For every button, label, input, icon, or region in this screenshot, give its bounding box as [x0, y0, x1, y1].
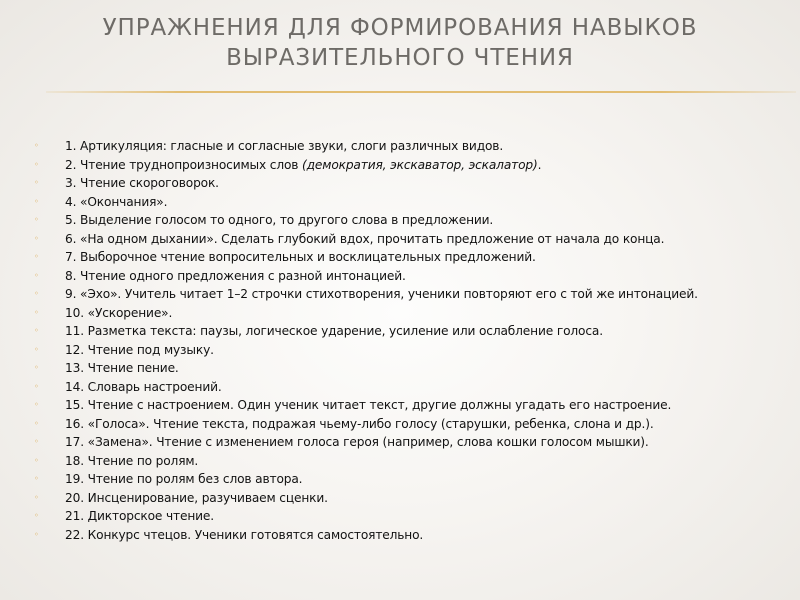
list-item: [34, 433, 790, 452]
bullet-icon: ◦: [34, 492, 39, 502]
bullet-icon: ◦: [34, 326, 39, 335]
list-item-italic-text: (демократия, экскаватор, эскалатор): [302, 157, 538, 172]
bullet-icon: ◦: [34, 400, 39, 409]
slide-title: [60, 13, 740, 73]
list-item-text: 4. «Окончания».: [65, 194, 168, 209]
list-item-text: 21. Дикторское чтение.: [65, 509, 215, 523]
list-item: [34, 211, 790, 230]
list-item-text: 16. «Голоса». Чтение текста, подражая чьему-либо голосу (старушки, ребенка, слона и др.).: [65, 416, 654, 431]
list-item-text: 3. Чтение скороговорок.: [65, 176, 219, 190]
list-item: [34, 174, 790, 193]
list-item: [34, 137, 790, 156]
bullet-icon: ◦: [34, 437, 39, 446]
list-item: [34, 507, 790, 526]
list-item-text: 17. «Замена». Чтение с изменением голоса героя (например, слова кошки голосом мышки).: [65, 435, 649, 449]
list-item-text: 20. Инсценирование, разучиваем сценки.: [65, 490, 328, 505]
list-item-text: 14. Словарь настроений.: [65, 379, 222, 394]
list-item: [34, 396, 790, 415]
list-item: [34, 267, 790, 286]
list-item-text: 18. Чтение по ролям.: [65, 453, 199, 468]
list-item: [34, 285, 790, 304]
list-item: [34, 526, 790, 545]
bullet-icon: ◦: [34, 233, 39, 243]
list-item: [34, 341, 790, 360]
list-item-text: 6. «На одном дыхании». Сделать глубокий вдох, прочитать предложение от начала до конца.: [65, 231, 665, 246]
list-item-text: 10. «Ускорение».: [65, 305, 173, 320]
bullet-icon: ◦: [34, 474, 39, 483]
bullet-icon: ◦: [34, 529, 39, 539]
list-item-text: 8. Чтение одного предложения с разной интонацией.: [65, 268, 406, 283]
list-item-text: 9. «Эхо». Учитель читает 1–2 строчки стихотворения, ученики повторяют его с той же интонацией.: [65, 287, 698, 301]
title-line-1: УПРАЖНЕНИЯ ДЛЯ ФОРМИРОВАНИЯ НАВЫКОВ: [102, 15, 698, 41]
title-line-2: ВЫРАЗИТЕЛЬНОГО ЧТЕНИЯ: [226, 45, 574, 71]
bullet-icon: ◦: [34, 215, 39, 224]
list-item-text: 13. Чтение пение.: [65, 361, 179, 375]
bullet-icon: ◦: [34, 141, 39, 150]
list-item-text: 2. Чтение труднопроизносимых слов: [65, 157, 303, 172]
bullet-icon: ◦: [34, 363, 39, 372]
bullet-icon: ◦: [34, 270, 39, 280]
list-item: [34, 378, 790, 397]
bullet-icon: ◦: [34, 159, 39, 169]
list-item: [34, 452, 790, 471]
list-item: [34, 470, 790, 489]
bullet-icon: ◦: [34, 178, 39, 187]
list-item: [34, 193, 790, 212]
title-divider: [46, 91, 796, 93]
list-item: [34, 489, 790, 508]
bullet-icon: ◦: [34, 511, 39, 520]
list-item: [34, 248, 790, 267]
exercise-list: [34, 137, 790, 544]
bullet-icon: ◦: [34, 344, 39, 354]
list-item-text: 1. Артикуляция: гласные и согласные звуки, слоги различных видов.: [65, 139, 504, 153]
list-item: [34, 156, 790, 175]
list-item: [34, 230, 790, 249]
bullet-icon: ◦: [34, 289, 39, 298]
list-item: [34, 359, 790, 378]
bullet-icon: ◦: [34, 196, 39, 206]
bullet-icon: ◦: [34, 252, 39, 261]
bullet-icon: ◦: [34, 418, 39, 428]
list-item-text: 11. Разметка текста: паузы, логическое ударение, усиление или ослабление голоса.: [65, 324, 603, 338]
bullet-icon: ◦: [34, 455, 39, 465]
list-item: [34, 322, 790, 341]
list-item-text: 5. Выделение голосом то одного, то другого слова в предложении.: [65, 213, 494, 227]
list-item: [34, 304, 790, 323]
list-item: [34, 415, 790, 434]
list-item-text: 15. Чтение с настроением. Один ученик читает текст, другие должны угадать его настроение.: [65, 398, 672, 412]
list-item-text: 19. Чтение по ролям без слов автора.: [65, 472, 303, 486]
list-item-text: 7. Выборочное чтение вопросительных и восклицательных предложений.: [65, 250, 536, 264]
bullet-icon: ◦: [34, 307, 39, 317]
list-item-text: 22. Конкурс чтецов. Ученики готовятся самостоятельно.: [65, 527, 424, 542]
bullet-icon: ◦: [34, 381, 39, 391]
list-item-text: 12. Чтение под музыку.: [65, 342, 214, 357]
list-item-tail-text: .: [537, 157, 542, 172]
